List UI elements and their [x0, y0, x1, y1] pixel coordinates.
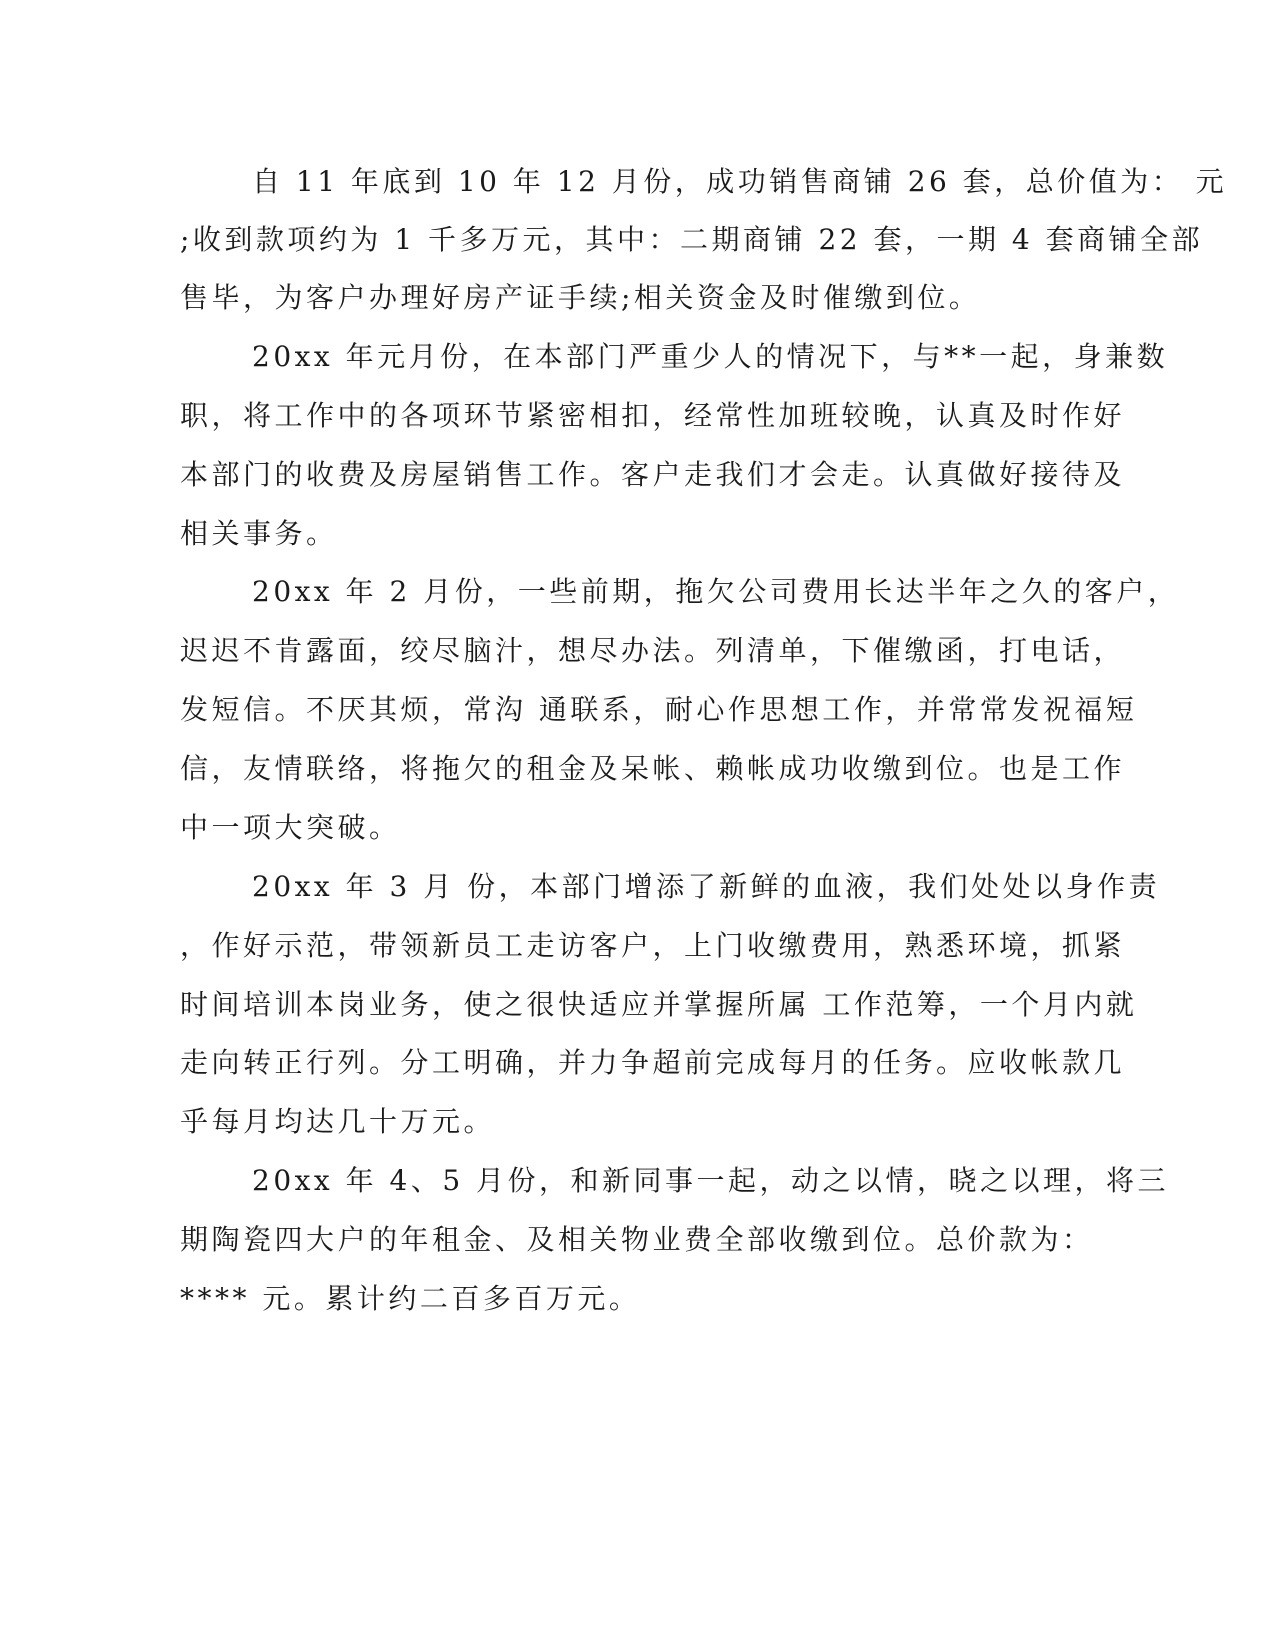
paragraph-3-line-5: 中一项大突破。 — [180, 811, 401, 844]
paragraph-5-line-2: 期陶瓷四大户的年租金、及相关物业费全部收缴到位。总价款为： — [180, 1223, 1094, 1256]
paragraph-4-line-5: 乎每月均达几十万元。 — [180, 1105, 496, 1138]
paragraph-4-line-3: 时间培训本岗业务，使之很快适应并掌握所属 工作范筹，一个月内就 — [180, 988, 1138, 1021]
paragraph-5-line-3: **** 元。累计约二百多百万元。 — [180, 1282, 641, 1315]
paragraph-2-line-2: 职，将工作中的各项环节紧密相扣，经常性加班较晚，认真及时作好 — [180, 399, 1126, 432]
paragraph-5-line-1: 20xx 年 4、5 月份，和新同事一起，动之以情，晓之以理，将三 — [252, 1164, 1170, 1197]
paragraph-1-line-2: ;收到款项约为 1 千多万元，其中：二期商铺 22 套，一期 4 套商铺全部 — [180, 223, 1204, 256]
paragraph-1-line-3: 售毕，为客户办理好房产证手续;相关资金及时催缴到位。 — [180, 281, 981, 314]
paragraph-1-line-1: 自 11 年底到 10 年 12 月份，成功销售商铺 26 套，总价值为： 元 — [252, 165, 1228, 198]
paragraph-4-line-2: ，作好示范，带领新员工走访客户，上门收缴费用，熟悉环境，抓紧 — [180, 929, 1126, 962]
paragraph-3-line-2: 迟迟不肯露面，绞尽脑汁，想尽办法。列清单，下催缴函，打电话， — [180, 634, 1126, 667]
paragraph-3-line-3: 发短信。不厌其烦，常沟 通联系，耐心作思想工作，并常常发祝福短 — [180, 693, 1138, 726]
paragraph-2-line-4: 相关事务。 — [180, 517, 338, 550]
paragraph-3-line-1: 20xx 年 2 月份，一些前期，拖欠公司费用长达半年之久的客户， — [252, 575, 1180, 608]
paragraph-2-line-3: 本部门的收费及房屋销售工作。客户走我们才会走。认真做好接待及 — [180, 458, 1126, 491]
paragraph-4-line-1: 20xx 年 3 月 份，本部门增添了新鲜的血液，我们处处以身作责 — [252, 870, 1161, 903]
paragraph-4-line-4: 走向转正行列。分工明确，并力争超前完成每月的任务。应收帐款几 — [180, 1046, 1126, 1079]
paragraph-2-line-1: 20xx 年元月份，在本部门严重少人的情况下，与**一起，身兼数 — [252, 340, 1169, 373]
paragraph-3-line-4: 信，友情联络，将拖欠的租金及呆帐、赖帐成功收缴到位。也是工作 — [180, 752, 1126, 785]
